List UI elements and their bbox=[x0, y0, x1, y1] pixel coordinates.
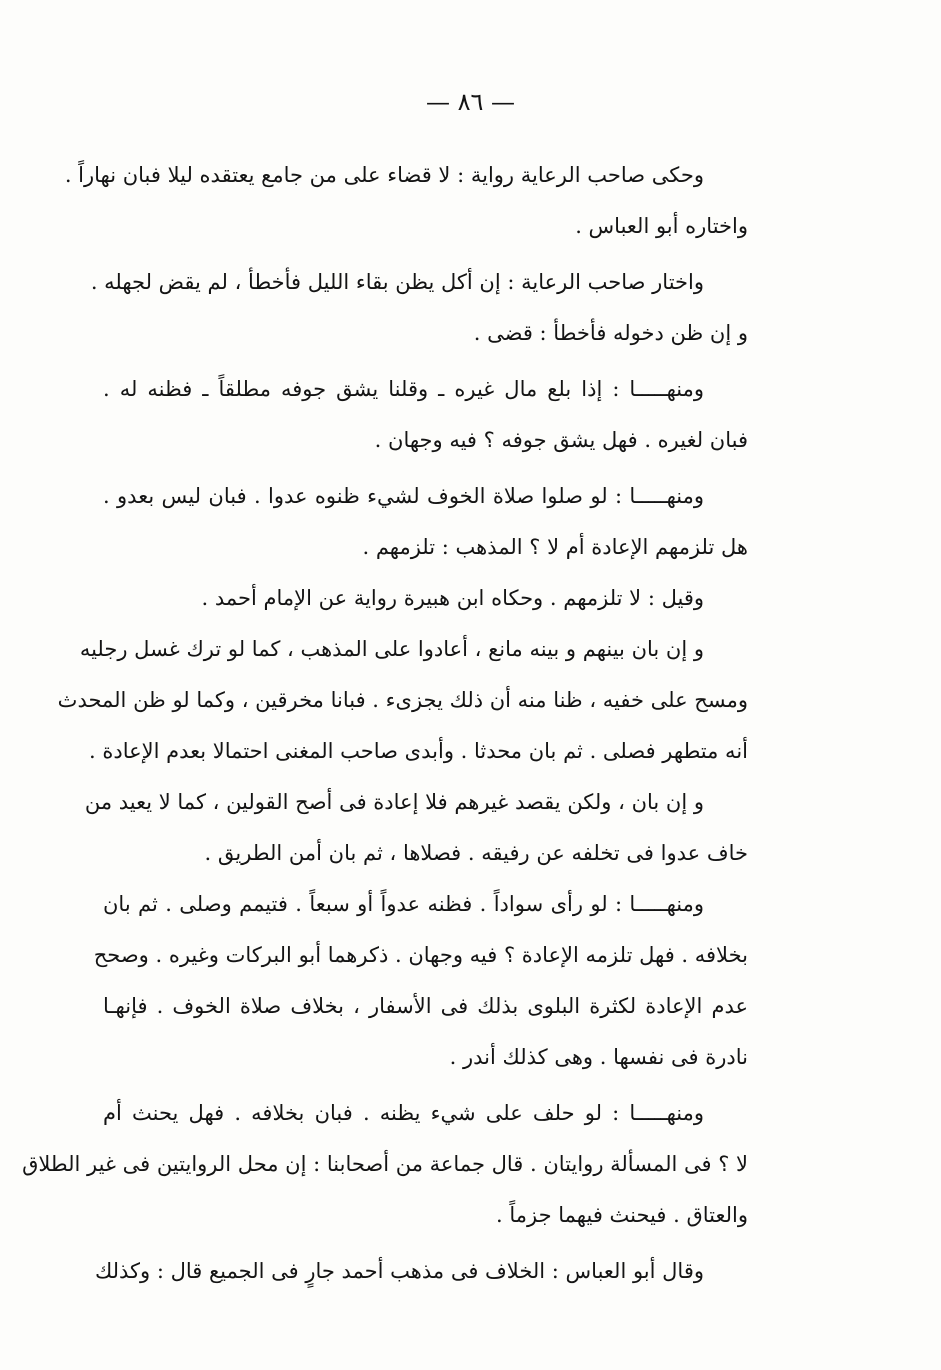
text-line: بخلافه . فهل تلزمه الإعادة ؟ فيه وجهان . ذكرهما أبو البركات وغيره . وصحح bbox=[93, 943, 748, 967]
text-line: هل تلزمهم الإعادة أم لا ؟ المذهب : تلزمهم . bbox=[362, 535, 748, 559]
text-line: ومنهـــــا : لو رأى سواداً . فظنه عدواً أو سبعاً . فتيمم وصلى . ثم بان bbox=[103, 892, 704, 916]
text-line: ومنهـــــا : لو حلف على شيء يظنه . فبان بخلافه . فهل يحنث أم bbox=[103, 1101, 704, 1125]
text-line: عدم الإعادة لكثرة البلوى بذلك فى الأسفار ، بخلاف صلاة الخوف . فإنهـا bbox=[103, 994, 748, 1018]
text-line: لا ؟ فى المسألة روايتان . قال جماعة من أصحابنا : إن محل الروايتين فى غير الطلاق bbox=[22, 1152, 748, 1176]
text-line: والعتاق . فيحنث فيهما جزماً . bbox=[496, 1203, 748, 1227]
text-line: نادرة فى نفسها . وهى كذلك أندر . bbox=[449, 1045, 748, 1069]
text-line: وقيل : لا تلزمهم . وحكاه ابن هبيرة رواية عن الإمام أحمد . bbox=[201, 586, 704, 610]
text-line: وحكى صاحب الرعاية رواية : لا قضاء على من جامع يعتقده ليلا فبان نهاراً . bbox=[64, 163, 704, 187]
text-line: وقال أبو العباس : الخلاف فى مذهب أحمد جارٍ فى الجميع قال : وكذلك bbox=[94, 1259, 704, 1283]
text-line: واختاره أبو العباس . bbox=[575, 214, 748, 238]
page-number: — ٨٦ — bbox=[425, 88, 516, 116]
text-line: و إن ظن دخوله فأخطأ : قضى . bbox=[473, 321, 748, 345]
body-text bbox=[22, 150, 748, 1297]
text-line: ومسح على خفيه ، ظنا منه أن ذلك يجزىء . فبانا مخرقين ، وكما لو ظن المحدث bbox=[57, 688, 748, 712]
text-line: فبان لغيره . فهل يشق جوفه ؟ فيه وجهان . bbox=[374, 428, 748, 452]
text-line: واختار صاحب الرعاية : إن أكل يظن بقاء الليل فأخطأ ، لم يقض لجهله . bbox=[90, 270, 704, 294]
text-line: ومنهـــــا : لو صلوا صلاة الخوف لشيء ظنوه عدوا . فبان ليس بعدو . bbox=[103, 484, 704, 508]
text-line: ومنهـــــا : إذا بلع مال غيره ـ وقلنا يشق جوفه مطلقاً ـ فظنه له . bbox=[103, 377, 704, 401]
text-line: أنه متطهر فصلى . ثم بان محدثا . وأبدى صاحب المغنى احتمالا بعدم الإعادة . bbox=[89, 739, 748, 763]
text-line: و إن بان ، ولكن يقصد غيرهم فلا إعادة فى أصح القولين ، كما لا يعيد من bbox=[84, 790, 704, 814]
text-line: خاف عدوا فى تخلفه عن رفيقه . فصلاها ، ثم بان أمن الطريق . bbox=[204, 841, 748, 865]
text-line: و إن بان بينهم و بينه مانع ، أعادوا على المذهب ، كما لو ترك غسل رجليه bbox=[79, 637, 704, 661]
